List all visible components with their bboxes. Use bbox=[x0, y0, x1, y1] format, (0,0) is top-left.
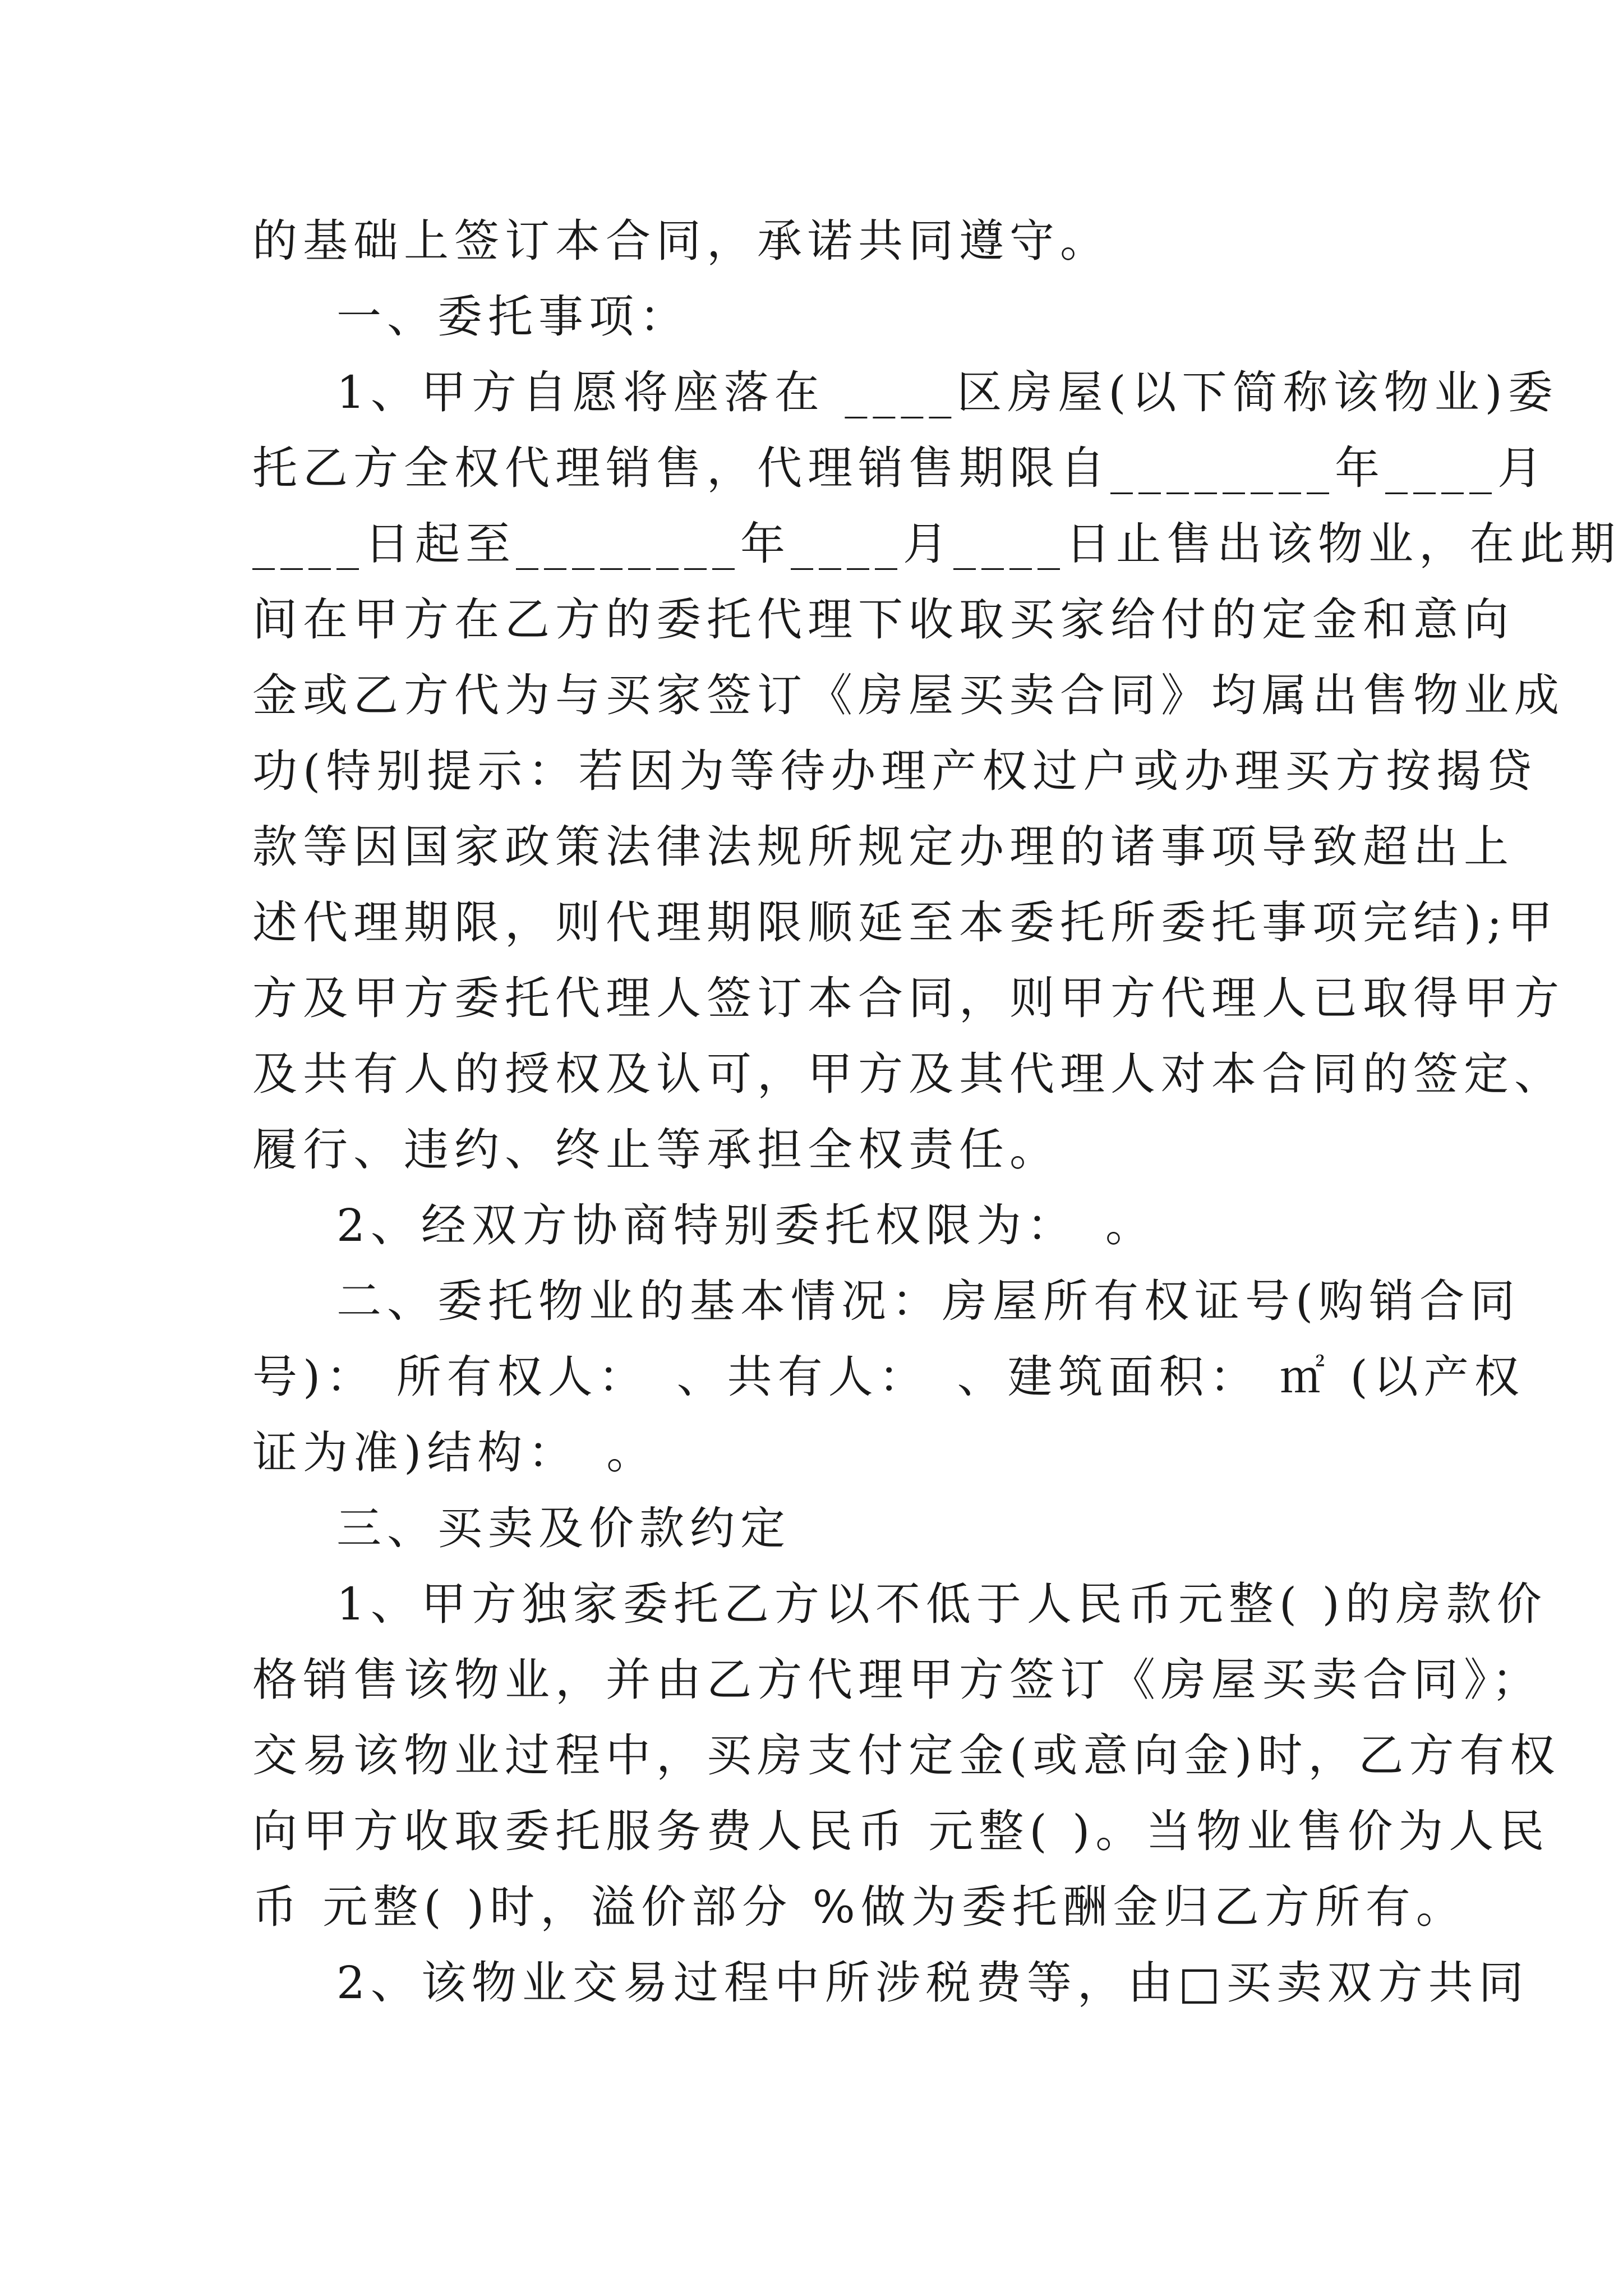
text-line-11: 方及甲方委托代理人签订本合同，则甲方代理人已取得甲方 bbox=[252, 972, 1565, 1024]
text-line-20: 格销售该物业，并由乙方代理甲方签订《房屋买卖合同》； bbox=[252, 1654, 1542, 1706]
text-line-23: 币 元整( )时，溢价部分 %做为委托酬金归乙方所有。 bbox=[252, 1881, 1467, 1933]
text-line-24: 2、该物业交易过程中所涉税费等，由□买卖双方共同 bbox=[336, 1957, 1529, 2009]
text-line-17: 证为准)结构： 。 bbox=[252, 1427, 657, 1479]
text-line-10: 述代理期限，则代理期限顺延至本委托所委托事项完结);甲 bbox=[252, 896, 1559, 949]
text-line-3: 1、甲方自愿将座落在 ____区房屋(以下简称该物业)委 bbox=[336, 366, 1559, 418]
text-line-9: 款等因国家政策法律法规所规定办理的诸事项导致超出上 bbox=[252, 821, 1514, 873]
text-line-7: 金或乙方代为与买家签订《房屋买卖合同》均属出售物业成 bbox=[252, 669, 1565, 721]
text-line-14: 2、经双方协商特别委托权限为： 。 bbox=[336, 1199, 1156, 1251]
text-line-22: 向甲方收取委托服务费人民币 元整( )。当物业售价为人民 bbox=[252, 1805, 1550, 1857]
text-line-12: 及共有人的授权及认可，甲方及其代理人对本合同的签定、 bbox=[252, 1048, 1565, 1100]
text-line-8: 功(特别提示：若因为等待办理产权过户或办理买方按揭贷 bbox=[252, 745, 1538, 797]
text-line-1: 的基础上签订本合同，承诺共同遵守。 bbox=[252, 215, 1110, 267]
section-heading-2: 二、委托物业的基本情况：房屋所有权证号(购销合同 bbox=[336, 1275, 1521, 1327]
text-line-19: 1、甲方独家委托乙方以不低于人民币元整( )的房款价 bbox=[336, 1578, 1547, 1630]
section-heading-1: 一、委托事项： bbox=[336, 291, 690, 343]
text-line-5: ____日起至________年____月____日止售出该物业，在此期 bbox=[252, 518, 1621, 570]
text-line-4: 托乙方全权代理销售，代理销售期限自________年____月 bbox=[252, 442, 1548, 494]
text-line-6: 间在甲方在乙方的委托代理下收取买家给付的定金和意向 bbox=[252, 593, 1514, 646]
text-line-13: 履行、违约、终止等承担全权责任。 bbox=[252, 1124, 1060, 1176]
section-heading-3: 三、买卖及价款约定 bbox=[336, 1502, 791, 1554]
text-line-16: 号)： 所有权人： 、共有人： 、建筑面积： ㎡ (以产权 bbox=[252, 1351, 1525, 1403]
text-line-21: 交易该物业过程中，买房支付定金(或意向金)时，乙方有权 bbox=[252, 1729, 1561, 1782]
